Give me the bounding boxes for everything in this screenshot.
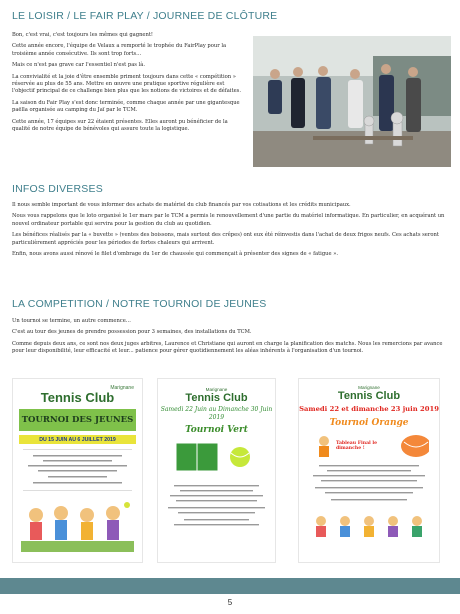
poster-tournoi-orange [298,378,440,563]
poster-note: Tableau Final le dimanche ! [335,441,378,451]
poster-heading-band [19,409,136,431]
poster-heading: Tournoi Vert [185,425,248,435]
poster-dates-band [19,435,136,444]
poster-town: Marignane [358,385,380,390]
section-competition-text [12,318,450,360]
poster-club-logo: Tennis Club [337,390,401,402]
kid-icon [309,435,336,457]
poster-info-lines [166,483,267,537]
section-title-infos: INFOS DIVERSES [12,183,103,195]
paragraph: La saison du Fair Play s'est donc terminée, comme chaque année par une gigantesque paëlla organisée au camping du Jaï par le TCM. [12,99,240,114]
poster-dates: DU 15 JUIN AU 6 JUILLET 2019 [39,436,116,443]
poster-club-logo: Tennis Club [40,390,115,405]
page-number: 5 [227,598,233,607]
paragraph: Un tournoi se termine, un autre commence… [12,318,131,324]
paragraph: Il nous semble important de vous informer des achats de matériel du club financés par vos cotisations et les crédits municipaux. [12,202,351,208]
section-title-loisir: LE LOISIR / LE FAIR PLAY / JOURNEE DE CLÔTURE [12,10,278,22]
poster-town: Marignane [110,385,134,391]
poster-dates: Samedi 22 Juin au Dimanche 30 Juin 2019 [160,406,273,421]
poster-heading: TOURNOI DES JEUNES [21,415,134,425]
paragraph: Enfin, nous avons aussi rénové le filet d'ombrage du 1er de chaussée qui commençait à présenter des signes de « fatigue ». [12,251,339,258]
poster-club-logo: Tennis Club [185,392,248,404]
group-photo [253,36,451,167]
poster-info-lines [309,463,429,513]
footer-band [0,578,460,594]
paragraph: Cette année encore, l'équipe de Velaux a remporté le trophée du FairPlay pour la troisième année consécutive. Ils sont trop forts… [12,43,227,57]
poster-court-illustration [168,441,265,479]
paragraph: La convivialité et la joie d'être ensemble priment toujours dans cette « compétition » réservée au plus de 55 ans. Mettre en œuvre une pratique sportive régulière est l'objectif principal de ce challenge bien plus que les notions de victoires et de défaites. [12,73,241,95]
paragraph: Cette année, 17 équipes sur 22 étaient présentes. Elles auront pu bénéficier de la qualité de notre équipe de bénévoles qui assure toute la logistique. [12,118,228,133]
section-infos-text [12,202,450,262]
poster-heading: Tournoi Orange [329,418,409,428]
section-loisir-text [12,32,244,137]
paragraph: Nous vous rappelons que le loto organisé le 1er mars par le TCM a permis le renouvellement d'une partie du matériel informatique. En particulier, en acquérant un nouvel ordinateur portable qui servira pour la gestion du club au quotidien. [12,213,445,227]
paragraph: C'est au tour des jeunes de prendre possession pour 3 semaines, des installations du TCM. [12,329,252,336]
poster-children-illustration [309,515,429,541]
paragraph: Les bénéfices réalisés par la « buvette » (ventes des boissons, mais surtout des crêpes) ont eux été réinvestis dans l'achat de deux frigos neufs. Ces achats seront particulièrement appréciés pour les périodes de fortes chaleurs qui arrivent. [12,232,439,246]
poster-tournoi-vert [157,378,276,563]
poster-children-illustration [21,497,134,556]
section-title-competition: LA COMPETITION / NOTRE TOURNOI DE JEUNES [12,298,267,310]
poster-tournoi-des-jeunes [12,378,143,563]
paragraph: Bon, c'est vrai, c'est toujours les mêmes qui gagnent! [12,32,153,38]
poster-info-lines [23,449,132,491]
paragraph: Comme depuis deux ans, ce sont nos deux juges arbitres, Laurence et Christiane qui auront en charge la planification des matchs. Nous les remercions par avance pour leur disponibilité, leur efficacité et leur... patience pour gérer quotidiennement les aléas inhérents à l'organisation d'un tournoi. [12,340,443,355]
poster-note-row [309,434,429,458]
poster-dates: Samedi 22 et dimanche 23 juin 2019 [299,405,439,413]
paragraph: Mais ce n'est pas grave car l'essentiel n'est pas là. [12,62,145,69]
tennis-ball-icon [400,434,429,458]
poster-town: Marignane [205,387,228,392]
